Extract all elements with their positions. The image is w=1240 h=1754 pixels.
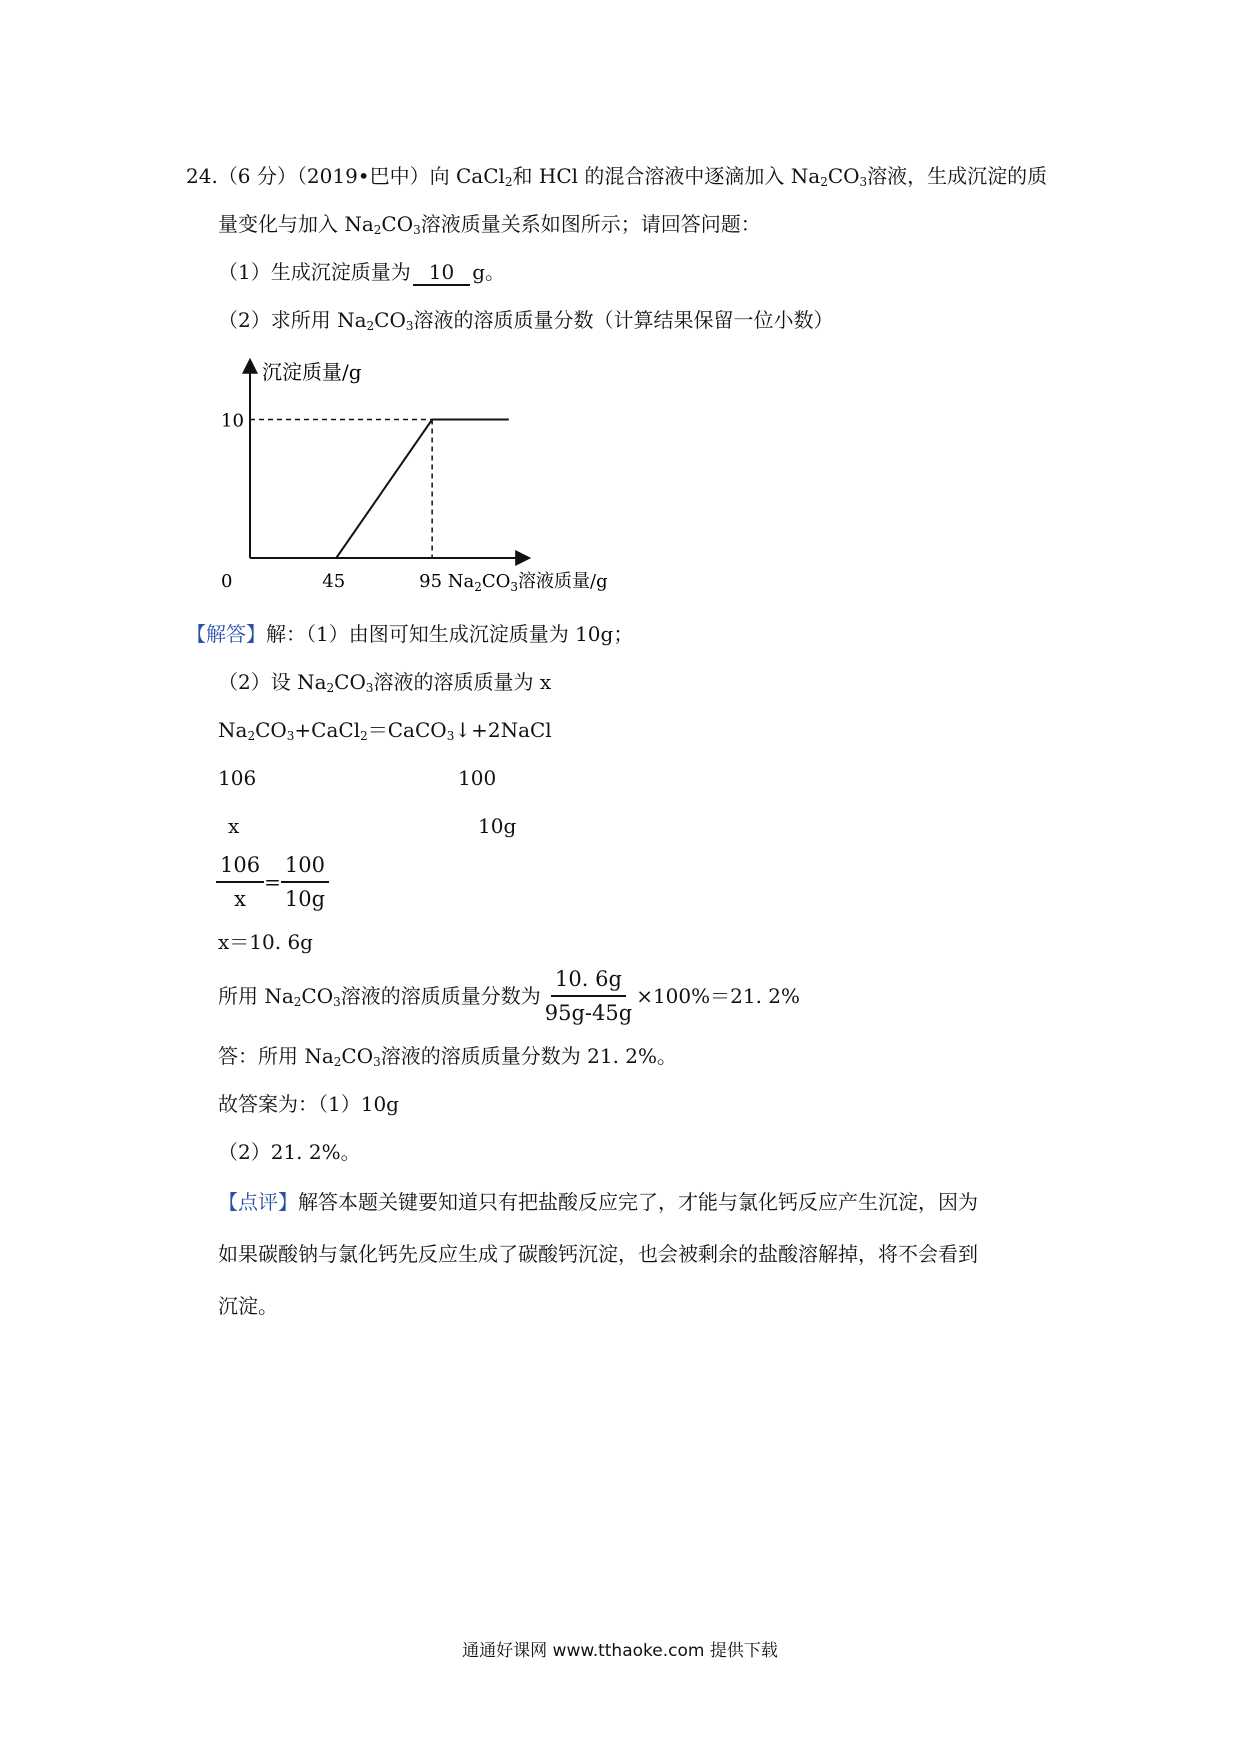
solution-line-2: （2）设 $Na_2CO_3$溶液的溶质质量为 x <box>218 670 552 695</box>
result-line: x＝10. 6g <box>218 930 313 954</box>
molar-mass-2: 100 <box>458 766 497 790</box>
chemical-equation: $Na_2CO_3+CaCl_2=CaCO_3↓+2NaCl$ <box>218 718 552 743</box>
x-axis-label: 95 $Na_2CO_3$溶液质量/g <box>419 571 608 594</box>
origin-label: 0 <box>221 571 233 592</box>
y-axis-label: 沉淀质量/g <box>262 360 362 384</box>
comment-line-1: 【点评】解答本题关键要知道只有把盐酸反应完了，才能与氯化钙反应产生沉淀，因为 <box>218 1190 978 1214</box>
answer-blank: 10 <box>413 260 470 286</box>
comment-tag: 【点评】 <box>218 1190 298 1214</box>
question-source: （2019•巴中） <box>296 164 430 188</box>
solution-line-1: 【解答】解：（1）由图可知生成沉淀质量为 10g； <box>186 622 634 646</box>
fraction-percent: $\frac{10. 6g}{95g-45g}$ <box>544 967 633 1025</box>
comment-line-2: 如果碳酸钠与氯化钙先反应生成了碳酸钙沉淀，也会被剩余的盐酸溶解掉，将不会看到 <box>218 1242 978 1266</box>
molar-mass-1: 106 <box>218 766 257 790</box>
comment-line-3: 沉淀。 <box>218 1294 278 1318</box>
x-tick-45: 45 <box>322 571 346 592</box>
precipitate-chart <box>210 355 608 600</box>
fraction-1: $\frac{106}{x}$ <box>216 852 264 912</box>
final-answer-2: （2）21. 2%。 <box>218 1140 361 1164</box>
question-line-2: 量变化与加入 $Na_2CO_3$溶液质量关系如图所示；请回答问题： <box>218 212 761 237</box>
question-points: （6 分） <box>217 164 297 188</box>
chart-svg <box>210 355 608 600</box>
question-part-1: （1）生成沉淀质量为 10 g。 <box>218 260 505 284</box>
percent-line: 所用 $Na_2CO_3$溶液的溶质质量分数为 $\frac{10. 6g}{95g-45g}$ ×100%＝21. 2% <box>218 967 801 1025</box>
variable-x: x <box>228 814 240 838</box>
question-line-1: 24.（6 分）（2019•巴中）向 CaCl$_2$和 HCl 的混合溶液中逐滴加入 $Na_2CO_3$溶液，生成沉淀的质 <box>186 164 1048 189</box>
y-tick-10: 10 <box>221 410 244 432</box>
question-number: 24. <box>186 164 218 188</box>
value-10g: 10g <box>478 814 517 838</box>
answer-line: 答：所用 $Na_2CO_3$溶液的溶质质量分数为 21. 2%。 <box>218 1044 678 1069</box>
proportion-equation: $\frac{106}{x}$ = $\frac{100}{10g}$ <box>216 852 329 912</box>
series-line <box>250 420 509 558</box>
final-answer-1: 故答案为：（1）10g <box>218 1092 399 1116</box>
fraction-2: $\frac{100}{10g}$ <box>281 852 329 912</box>
question-part-2: （2）求所用 $Na_2CO_3$溶液的溶质质量分数（计算结果保留一位小数） <box>218 308 834 333</box>
solution-tag: 【解答】 <box>186 622 266 646</box>
footer-text: 通通好课网 www.tthaoke.com 提供下载 <box>462 1641 778 1661</box>
